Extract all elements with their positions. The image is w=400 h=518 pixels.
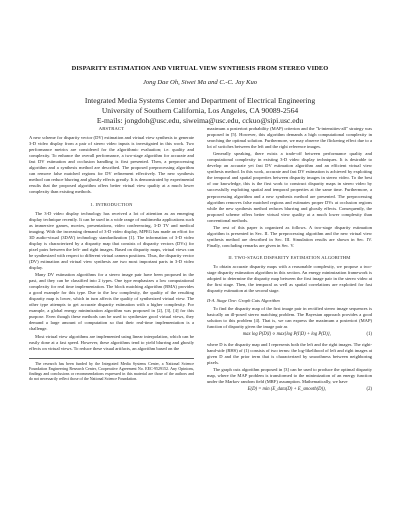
affiliation-line: Integrated Media Systems Center and Department of Electrical Engineering [84,96,316,105]
equation-number: (2) [366,386,372,392]
equation-number: (1) [366,332,372,338]
paragraph: To find the disparity map of the first image pair in rectified stereo image sequences is basically an ill-posed stereo matching problem. The Bayesian approach provides a good solution to this problem [4]. That is, we can express the maximum a posteriori (MAP) function of disparity given the image pair as [207,306,372,330]
equation [207,387,372,393]
equation-body: max log P(D|I) ∝ max{log P(I|D) + log P(D)}, [242,332,331,338]
paragraph: Most virtual view algorithms are implemented using linear interpolation, which can be easily done at a fast speed. However, these algorithms tend to yield blurring and ghostly effects on virtual views. To reduce these visual artifacts, an algorithm based on the [29,333,194,351]
paragraph: Generally speaking, there exists a trade-off between performance quality and computational complexity in existing 3-D video display techniques. It is desirable to develop an accurate yet fast DV estimation algorithm and an efficient virtual view synthesis method. In this work, accurate and fast DV estimation is achieved by exploiting the temporal and spatial properties between disparity images in stereo video. To the best of our knowledge, this is the first work to construct disparity maps in stereo video by successfully exploiting spatial and temporal properties at the same time. Furthermore, a preprocessing algorithm and a new synthesis method are presented. The preprocessing algorithm removes false matched regions and estimates proper DVs at occlusion regions while the new synthesis method reduces blurring and ghostly effects. Consequently, the proposed scheme offers better virtual view quality at a much lower complexity than conventional methods. [207,151,372,223]
paragraph: Many DV estimation algorithms for a stereo image pair have been proposed in the past, and they can be classified into 2 types. One type emphasizes a low computational complexity for real time implementation. The block matching algorithm (BMA) provides a good example for this type. Due to the low complexity, the quality of the resulting disparity map is lower, which in turn affects the quality of synthesized virtual view. The other type attempts to get accurate disparity estimation with a higher complexity. For example, a global energy minimization algorithm was proposed in [2], [3], [4] for this purpose. Even though these methods can be used to synthesize good virtual views, they demand a large amount of computation so that their real-time implementation is a challenge. [29,272,194,332]
paragraph: maximum a posteriori probability (MAP) criterion and the "k-intensities-all" strategy was proposed in [5]. However, this algorithm demands a high computational complexity in searching the optimal solution. Furthermore, we may observe the flickering effect due to a lot of switches between the left and the right reference images. [207,126,372,150]
funding-footnote: The research has been funded by the Integrated Media Systems Center, a National Science Foundation Engineering Research Center, Cooperative Agreement No. EEC-9529152. Any Opinions, findings and conclusions or recommendations expressed in this material are those of the authors and do not necessarily reflect those of the National Science Foundation. [29,358,194,381]
subsection-heading: II-A. Stage One: Graph Cuts Algorithm [207,298,280,304]
section-heading: 1. INTRODUCTION [90,201,133,207]
equation [207,332,372,338]
section-heading: II. TWO-STAGE DISPARITY ESTIMATION ALGORITHM [228,254,351,260]
affiliation-line: University of Southern California, Los Angeles, CA 90089-2564 [101,106,299,115]
paragraph: To obtain accurate disparity maps with a reasonable complexity, we propose a two-stage disparity estimation algorithm in this section. An energy minimization framework is adopted to determine the disparity map between the first image pair in the stereo video at the first stage. Then, the temporal as well as spatial correlations are exploited for fast disparity estimation at the second stage. [207,263,372,294]
abstract-heading: ABSTRACT [98,126,125,131]
left-column [29,126,194,381]
paragraph: where D is the disparity map and I represents both the left and the right images. The right-hand-side (RHS) of (1) consists of two terms: the log-likelihood of left and right images at given D and the prior term that is characterized by smoothness between neighboring pixels. [207,341,372,365]
paragraph: The rest of this paper is organized as follows. A two-stage disparity estimation algorithm is presented in Sec. II. The preprocessing algorithm and the new virtual view synthesis method are described in Sec. III. Simulation results are shown in Sec. IV. Finally, concluding remarks are given in Sec. V. [207,224,372,248]
email-line: E-mails: jongdoh@usc.edu, siweima@usc.edu, cckuo@sipi.usc.edu [96,116,304,125]
equation-body: E(D) = min (E_data(D) + E_smooth(D)), [247,386,326,392]
paragraph: The 3-D video display technology has received a lot of attention as an emerging display technique recently. It can be used in a wide range of multimedia applications such as immersive games, movies, presentations, video conferencing, 3-D TV and medical imaging. With the increasing demand of 3-D video display, MPEG has made an effort for 3D audio-visual (3DAV) technology standardization [1]. The information of 3-D video display is characterized by a disparity map that consists of disparity vectors (DVs) for pixel pairs between the left- and right images. Based on disparity maps, virtual views can be synthesized with respect to different virtual camera positions. Thus, the disparity vector (DV) estimation and virtual view synthesis are two most important parts in 3-D video display. [29,210,194,270]
author-list: Jong Dae Oh, Siwei Ma and C.-C. Jay Kuo [142,79,258,86]
abstract-text: A new scheme for disparity vector (DV) estimation and virtual view synthesis to generate 3-D video display from a pair of stereo video inputs is investigated in this work. Two performance metrics are considered for the algorithmic evaluation; i.e. quality and complexity. To enhance the overall performance, a two-stage algorithm for accurate and fast DV estimation and occlusion handling is first presented. Then, a preprocessing algorithm and a synthesis method are described. The proposed preprocessing algorithm can remove false matched regions for DV refinement effectively. The new synthesis method can reduce blurring and ghostly effects greatly. It is demonstrated by experimental results that the proposed algorithm offers better virtual view quality at a much lower complexity than existing methods. [29,135,194,195]
paragraph: The graph cuts algorithm proposed in [3] can be used to produce the optimal disparity map, where the MAP problem is transformed to the minimization of an energy function under the Markov random field (MRF) assumption. Mathematically, we have [207,366,372,384]
paper-title: DISPARITY ESTIMATION AND VIRTUAL VIEW SYNTHESIS FROM STEREO VIDEO [71,65,329,72]
right-column [207,126,372,396]
